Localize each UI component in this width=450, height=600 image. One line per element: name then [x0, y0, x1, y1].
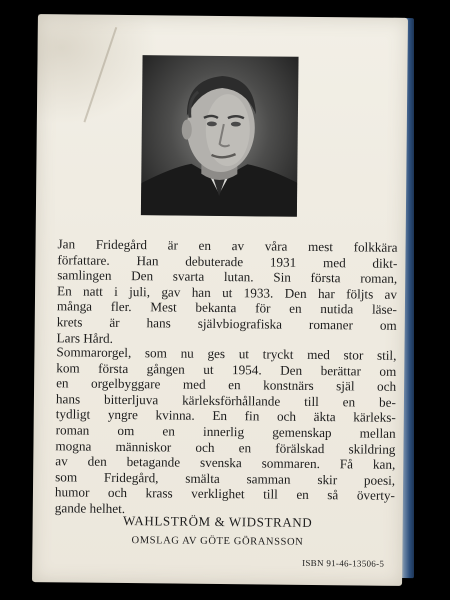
bio-line: många fler. Mest bekanta för en nutida läse-	[56, 298, 397, 318]
description-line: hans bitterljuva kärleksförhållande till en be-	[55, 391, 397, 410]
publisher-name: WAHLSTRÖM & WIDSTRAND	[122, 512, 313, 530]
bio-line: En natt i juli, gav han ut 1933. Den har följts av	[57, 283, 398, 302]
bio-line: författare. Han debuterade 1931 med dikt-	[57, 251, 398, 271]
description-line: som Fridegård, smälta samman skir poesi,	[55, 469, 396, 488]
description-line: kom första gången ut 1954. Den berättar om	[56, 359, 397, 379]
description-line: av den betagande svenska sommaren. Få kan,	[55, 453, 396, 473]
cover-design-credit: OMSLAG AV GÖTE GÖRANSSON	[131, 535, 304, 548]
bio-line: krets är hans självbiografiska romaner om	[56, 314, 397, 333]
cover-wear-mark	[37, 14, 158, 125]
description-line: gande helhet.	[54, 500, 126, 516]
description-line: humor och krass verklighet till en så överty-	[54, 484, 396, 504]
description-line: roman om en innerlig gemenskap mellan	[55, 422, 396, 441]
description-line: mogna människor och en förälskad skildring	[55, 437, 396, 457]
description-line: en orgelbyggare med en konstnärs själ och	[56, 375, 397, 395]
author-biography-paragraph	[57, 236, 398, 349]
author-portrait-drawing	[141, 55, 299, 217]
bio-line: samlingen Den svarta lutan. Sin första roman,	[57, 267, 398, 287]
bio-line: Lars Hård.	[56, 329, 114, 346]
description-line: tydligt yngre kvinna. En fin och äkta kärleks-	[55, 406, 396, 426]
isbn-number: ISBN 91-46-13506-5	[302, 557, 385, 569]
bio-line: Jan Fridegård är en av våra mest folkkära	[57, 236, 398, 255]
author-portrait	[141, 55, 299, 217]
description-line: Sommarorgel, som nu ges ut tryckt med stor stil,	[56, 344, 397, 363]
book-back-cover	[32, 14, 408, 586]
book-description-paragraph	[55, 344, 397, 519]
